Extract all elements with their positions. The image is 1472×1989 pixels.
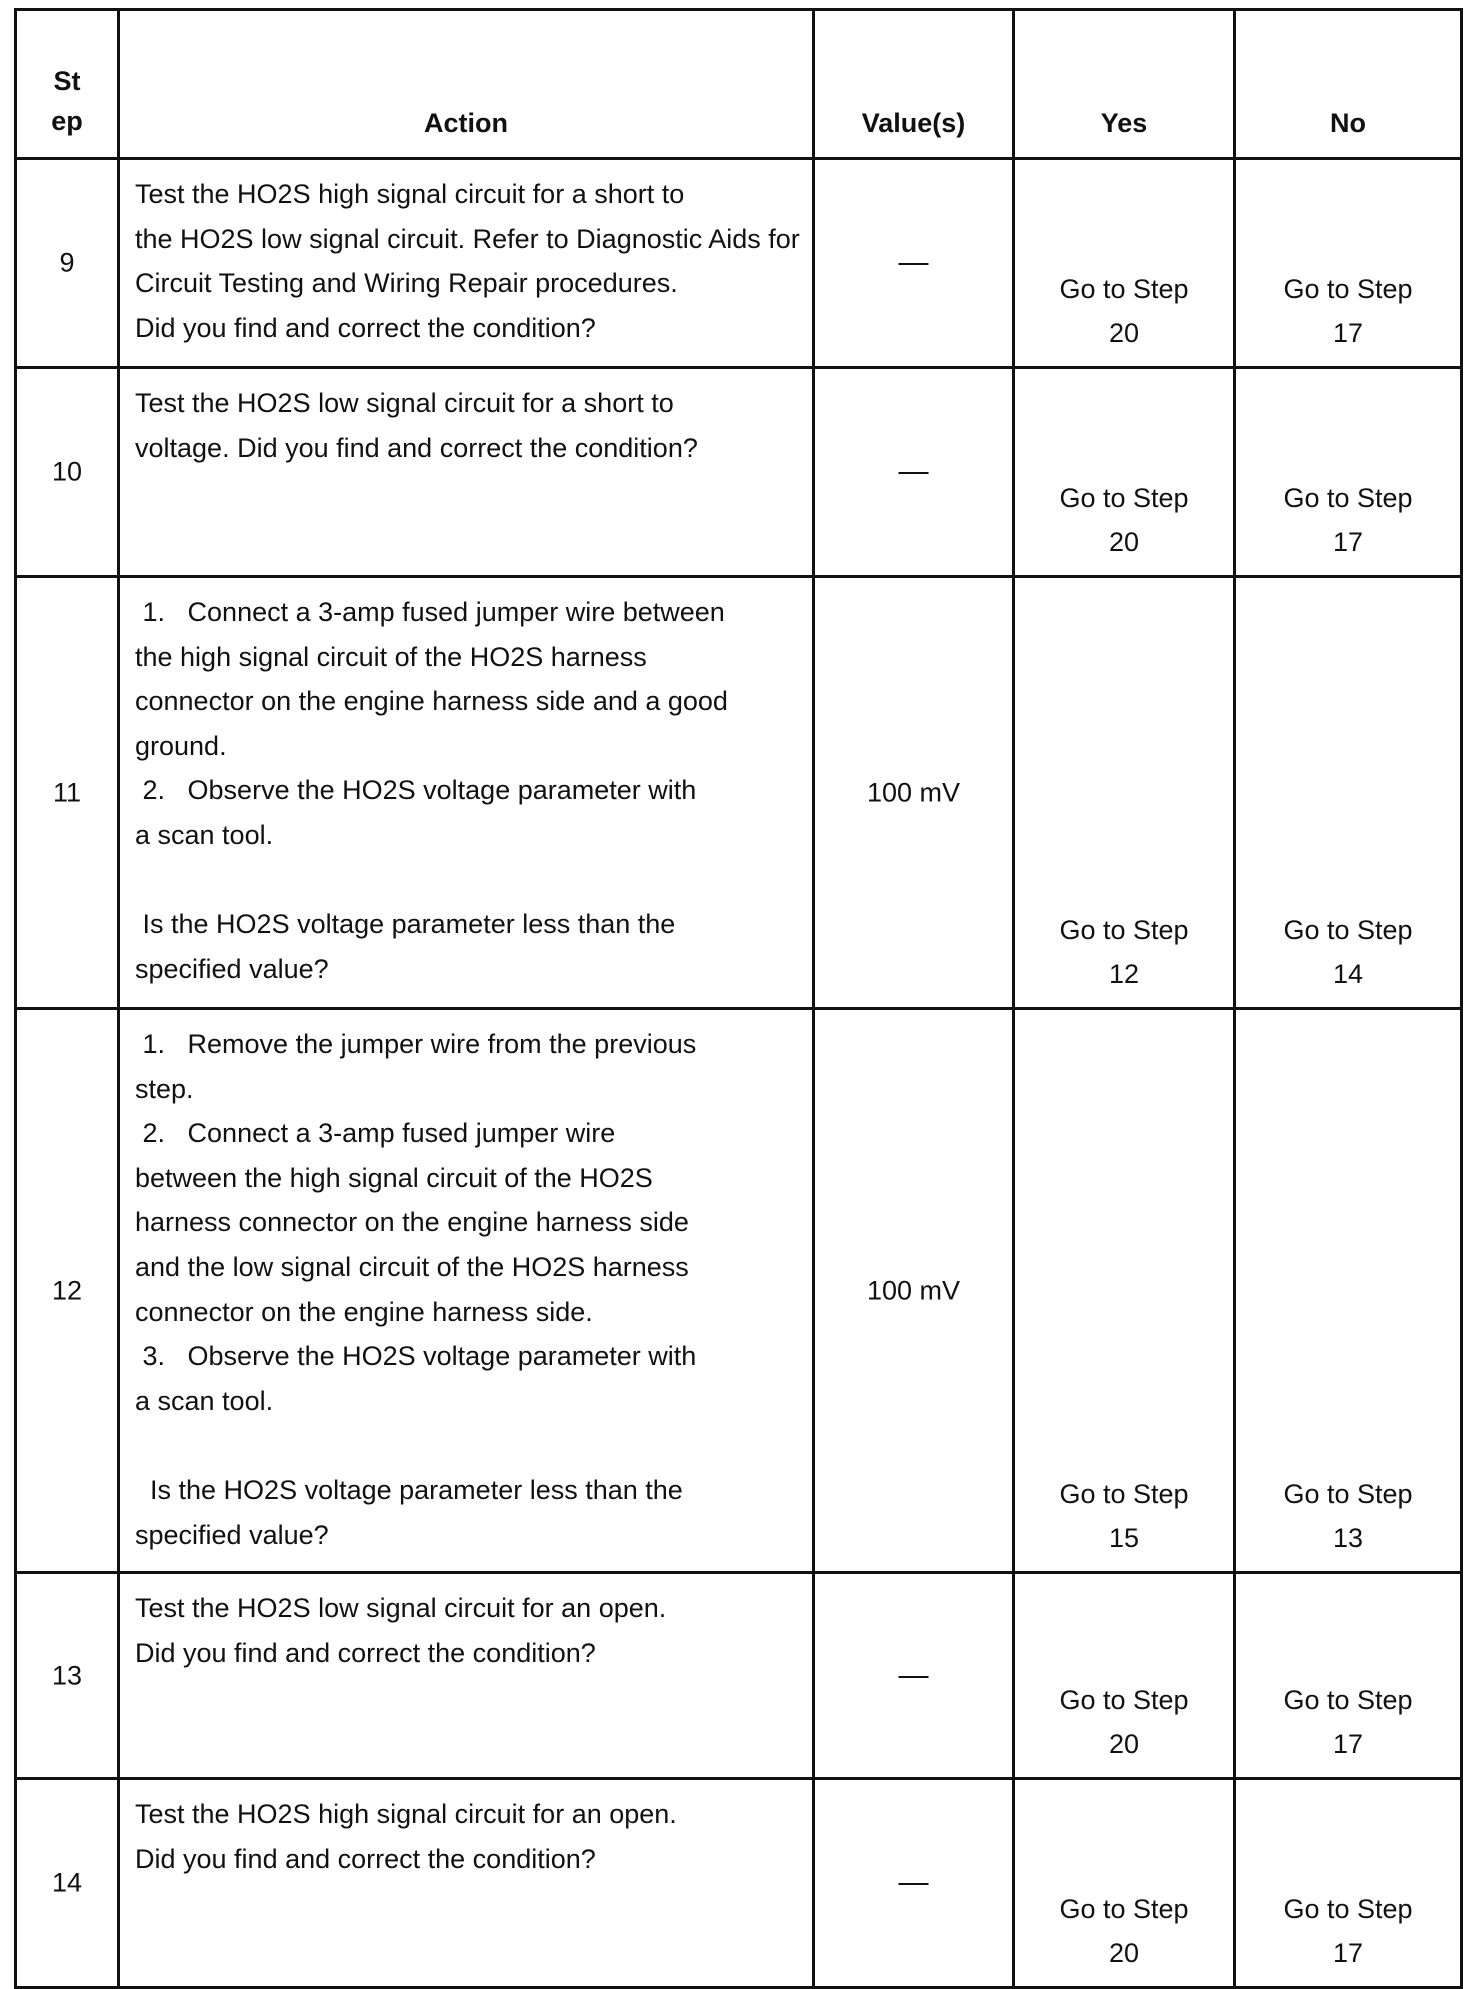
action-line: connector on the engine harness side and a good: [135, 686, 728, 717]
table-row: [16, 1009, 1462, 1573]
header-values: Value(s): [814, 10, 1014, 159]
action-line: Circuit Testing and Wiring Repair procedures.: [135, 268, 678, 299]
value-cell: [814, 1779, 1014, 1988]
no-cell: [1235, 577, 1462, 1009]
no-goto-line: 17: [1332, 1729, 1364, 1760]
yes-goto-line: Go to Step: [1059, 273, 1189, 304]
action-line: 2. Observe the HO2S voltage parameter with: [135, 775, 697, 806]
step-number: 12: [51, 1275, 83, 1306]
header-step: [16, 10, 119, 159]
no-goto-line: 14: [1332, 959, 1364, 990]
no-goto-line: Go to Step: [1283, 914, 1413, 945]
header-action: Action: [119, 10, 814, 159]
value-cell: [814, 577, 1014, 1009]
no-goto-line: 13: [1332, 1523, 1364, 1554]
no-goto-line: Go to Step: [1283, 1478, 1413, 1509]
action-line: step.: [135, 1073, 194, 1104]
action-line: specified value?: [135, 953, 329, 984]
yes-goto-line: 20: [1108, 527, 1140, 558]
step-cell: [16, 1779, 119, 1988]
yes-goto-line: 20: [1108, 1938, 1140, 1969]
action-line: 1. Connect a 3-amp fused jumper wire between: [135, 597, 725, 627]
yes-goto-line: Go to Step: [1059, 1684, 1189, 1715]
yes-cell: [1014, 1009, 1235, 1573]
value-text: 100 mV: [866, 777, 961, 808]
action-line: and the low signal circuit of the HO2S harness: [135, 1251, 689, 1282]
no-goto-step: [1236, 476, 1460, 565]
step-number: 11: [52, 777, 82, 808]
action-line: [135, 858, 812, 903]
no-goto-step: [1236, 1472, 1460, 1561]
action-line: the HO2S low signal circuit. Refer to Diagnostic Aids for: [135, 223, 800, 254]
table-row: [16, 368, 1462, 577]
no-cell: [1235, 1573, 1462, 1779]
action-line: 2. Connect a 3-amp fused jumper wire: [135, 1118, 616, 1149]
value-cell: [814, 1573, 1014, 1779]
yes-goto-step: [1015, 1678, 1233, 1767]
yes-goto-line: Go to Step: [1059, 482, 1189, 513]
yes-cell: [1014, 368, 1235, 577]
table-row: [16, 159, 1462, 368]
no-cell: [1235, 1779, 1462, 1988]
header-row: [16, 10, 1462, 159]
yes-cell: [1014, 1573, 1235, 1779]
yes-goto-line: 20: [1108, 318, 1140, 349]
value-cell: [814, 159, 1014, 368]
yes-goto-step: [1015, 476, 1233, 565]
action-line: connector on the engine harness side.: [135, 1296, 593, 1327]
action-line: Test the HO2S high signal circuit for a short to: [135, 179, 685, 209]
no-goto-step: [1236, 1678, 1460, 1767]
step-cell: [16, 1009, 119, 1573]
step-cell: [16, 368, 119, 577]
action-cell: [119, 1009, 814, 1573]
action-line: Test the HO2S low signal circuit for a short to: [135, 388, 674, 418]
no-goto-line: Go to Step: [1283, 1893, 1413, 1924]
action-line: voltage. Did you find and correct the condition?: [135, 432, 698, 463]
step-cell: [16, 1573, 119, 1779]
table-row: [16, 1573, 1462, 1779]
no-goto-line: 17: [1332, 1938, 1364, 1969]
step-cell: [16, 577, 119, 1009]
step-number: 10: [51, 456, 83, 487]
yes-cell: [1014, 577, 1235, 1009]
action-text: [120, 1780, 812, 1881]
action-line: a scan tool.: [135, 1385, 274, 1416]
no-goto-step: [1236, 1887, 1460, 1976]
no-goto-line: Go to Step: [1283, 482, 1413, 513]
no-goto-step: [1236, 267, 1460, 356]
action-line: Did you find and correct the condition?: [135, 312, 596, 343]
action-line: harness connector on the engine harness side: [135, 1207, 689, 1238]
value-cell: [814, 368, 1014, 577]
no-goto-line: 17: [1332, 527, 1364, 558]
value-cell: [814, 1009, 1014, 1573]
action-text: [120, 1574, 812, 1675]
action-line: ground.: [135, 730, 227, 761]
yes-goto-step: [1015, 1472, 1233, 1561]
table-row: [16, 577, 1462, 1009]
yes-goto-line: Go to Step: [1059, 914, 1189, 945]
action-line: Did you find and correct the condition?: [135, 1843, 596, 1874]
action-line: a scan tool.: [135, 819, 274, 850]
action-cell: [119, 577, 814, 1009]
action-line: Did you find and correct the condition?: [135, 1637, 596, 1668]
action-line: the high signal circuit of the HO2S harness: [135, 641, 647, 672]
action-line: [135, 1423, 812, 1468]
no-goto-line: Go to Step: [1283, 1684, 1413, 1715]
yes-goto-step: [1015, 908, 1233, 997]
yes-goto-line: 12: [1108, 959, 1140, 990]
value-text: —: [898, 245, 929, 279]
no-goto-line: 17: [1332, 318, 1364, 349]
header-yes: Yes: [1014, 10, 1235, 159]
action-line: Is the HO2S voltage parameter less than the: [135, 909, 676, 940]
diagnostic-table: [14, 8, 1463, 1989]
action-line: Test the HO2S high signal circuit for an open.: [135, 1799, 677, 1829]
header-step-line: ep: [51, 106, 83, 136]
action-text: [120, 160, 812, 350]
action-cell: [119, 1779, 814, 1988]
action-text: [120, 578, 812, 991]
yes-cell: [1014, 159, 1235, 368]
step-number: 13: [51, 1660, 83, 1691]
yes-goto-line: 20: [1108, 1729, 1140, 1760]
action-cell: [119, 159, 814, 368]
yes-goto-line: Go to Step: [1059, 1478, 1189, 1509]
yes-cell: [1014, 1779, 1235, 1988]
yes-goto-line: 15: [1108, 1523, 1140, 1554]
step-number: 9: [59, 247, 75, 278]
step-number: 14: [51, 1867, 83, 1898]
action-cell: [119, 1573, 814, 1779]
no-cell: [1235, 1009, 1462, 1573]
table-row: [16, 1779, 1462, 1988]
no-goto-step: [1236, 908, 1460, 997]
no-cell: [1235, 368, 1462, 577]
action-cell: [119, 368, 814, 577]
action-text: [120, 369, 812, 470]
action-line: Test the HO2S low signal circuit for an open.: [135, 1593, 667, 1623]
action-line: 1. Remove the jumper wire from the previous: [135, 1029, 697, 1059]
header-step-line: St: [53, 66, 81, 96]
action-line: 3. Observe the HO2S voltage parameter with: [135, 1341, 697, 1372]
yes-goto-step: [1015, 267, 1233, 356]
value-text: —: [898, 1658, 929, 1692]
action-line: between the high signal circuit of the HO2S: [135, 1162, 653, 1193]
header-no: No: [1235, 10, 1462, 159]
action-text: [120, 1010, 812, 1557]
yes-goto-step: [1015, 1887, 1233, 1976]
value-text: —: [898, 454, 929, 488]
value-text: 100 mV: [866, 1275, 961, 1306]
action-line: specified value?: [135, 1519, 329, 1550]
no-goto-line: Go to Step: [1283, 273, 1413, 304]
action-line: Is the HO2S voltage parameter less than the: [135, 1474, 683, 1505]
value-text: —: [898, 1865, 929, 1899]
step-cell: [16, 159, 119, 368]
no-cell: [1235, 159, 1462, 368]
yes-goto-line: Go to Step: [1059, 1893, 1189, 1924]
